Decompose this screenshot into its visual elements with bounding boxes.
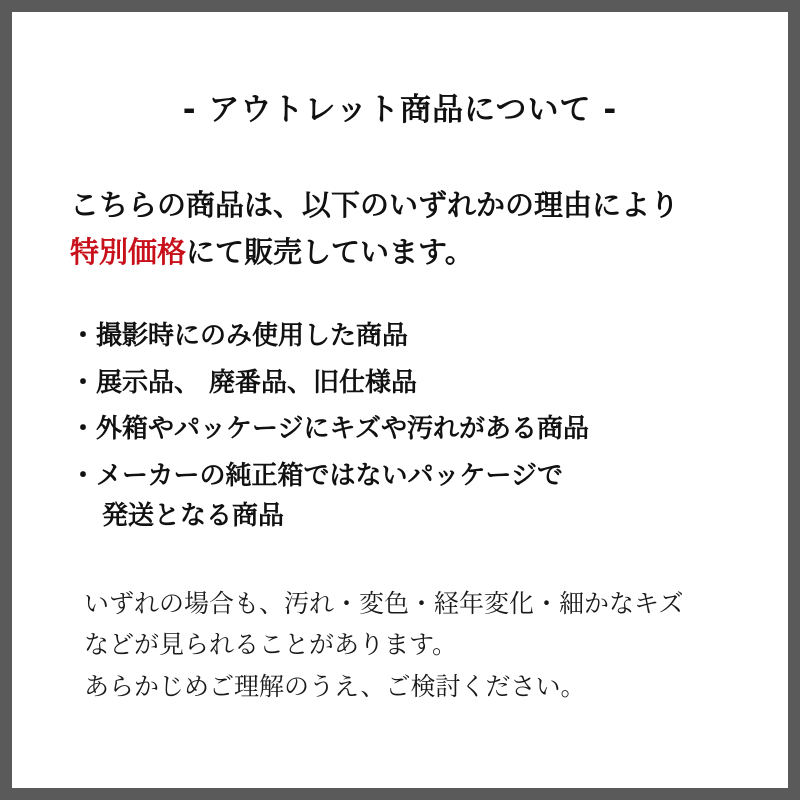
list-item — [70, 316, 762, 357]
footnote-line: いずれの場合も、汚れ・変色・経年変化・細かなキズ — [84, 588, 684, 618]
lead-line-2: にて販売しています。 — [186, 235, 474, 270]
lead-paragraph — [12, 182, 788, 276]
page-title: - アウトレット商品について - — [182, 92, 618, 128]
list-item-main: 展示品、 廃番品、旧仕様品 — [96, 367, 418, 398]
lead-line-1: こちらの商品は、以下のいずれかの理由により — [70, 188, 680, 223]
bullet-marker-icon: ・ — [70, 367, 97, 398]
list-item — [70, 409, 762, 450]
list-item — [70, 363, 762, 404]
list-item — [70, 456, 762, 537]
lead-highlight: 特別価格 — [70, 235, 187, 270]
list-item-main: メーカーの純正箱ではないパッケージで — [96, 460, 563, 491]
reason-list — [12, 316, 788, 537]
notice-content — [12, 12, 788, 788]
footnote-line: あらかじめご理解のうえ、ご検討ください。 — [84, 671, 586, 701]
bullet-marker-icon: ・ — [70, 321, 97, 352]
bullet-marker-icon: ・ — [70, 414, 97, 445]
notice-card — [12, 12, 788, 788]
list-item-text — [96, 363, 762, 404]
footnote — [12, 583, 788, 708]
list-item-text — [96, 409, 762, 450]
footnote-line: などが見られることがあります。 — [84, 630, 458, 660]
list-item-text — [96, 456, 762, 537]
list-item-text — [96, 316, 762, 357]
list-item-main: 撮影時にのみ使用した商品 — [96, 321, 409, 352]
bullet-marker-icon: ・ — [70, 460, 97, 491]
list-item-continuation: 発送となる商品 — [102, 501, 285, 532]
list-item-main: 外箱やパッケージにキズや汚れがある商品 — [96, 414, 589, 445]
